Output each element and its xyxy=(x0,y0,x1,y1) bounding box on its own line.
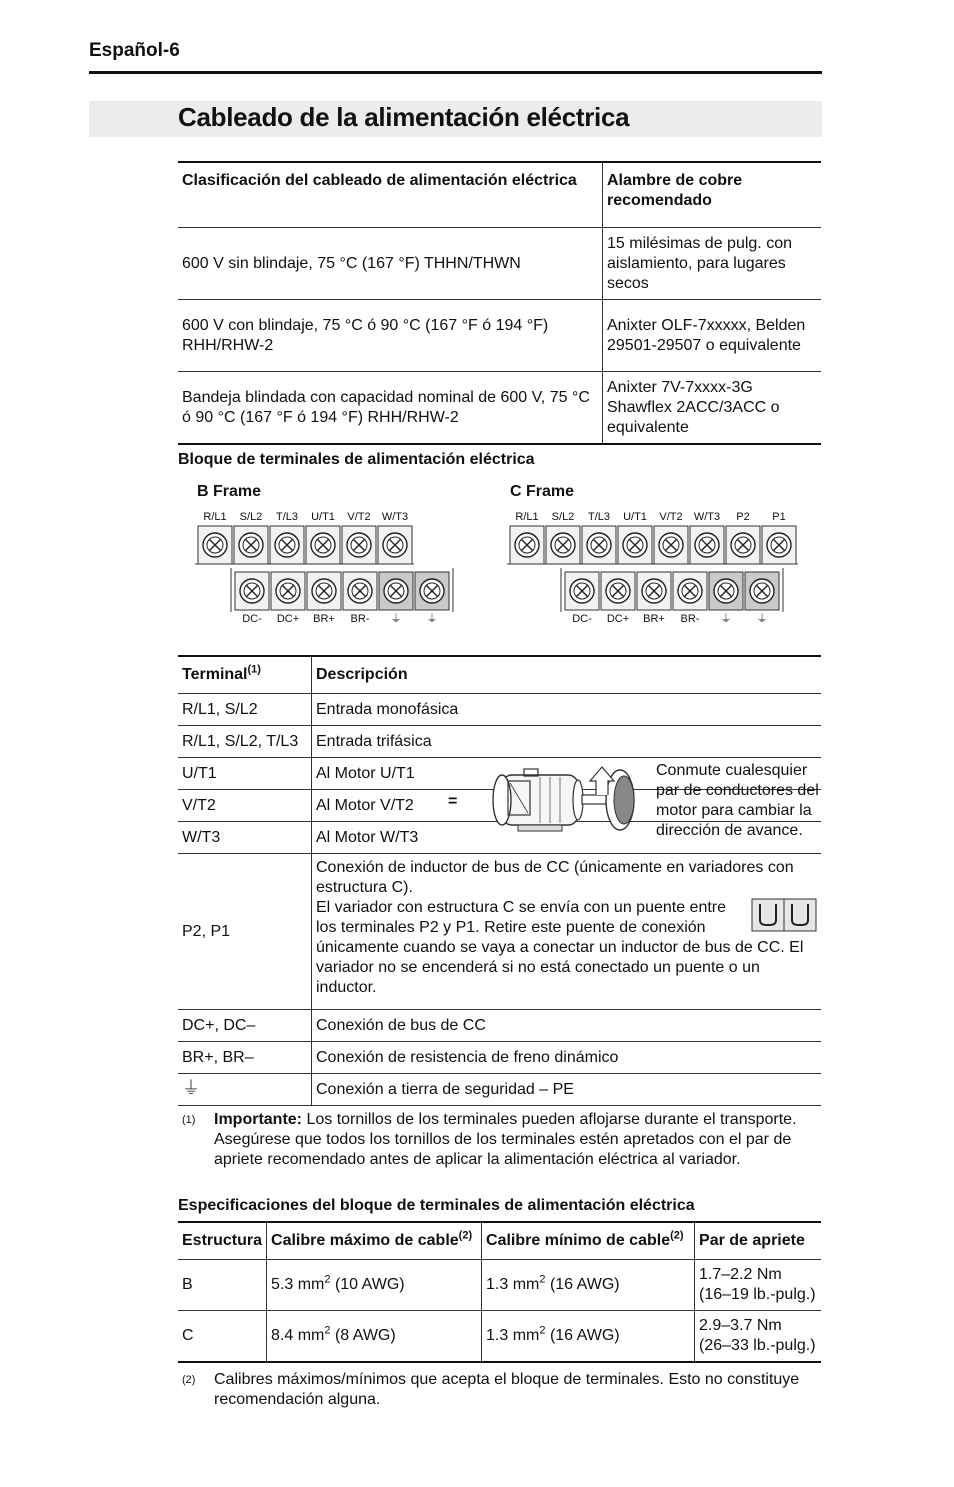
table-row xyxy=(178,1260,821,1311)
table-cell: Al Motor W/T3 xyxy=(316,828,419,846)
terminal-screw xyxy=(198,526,232,564)
terminal-label: V/T2 xyxy=(347,511,371,523)
terminal-screw xyxy=(654,526,688,564)
table-cell: Entrada monofásica xyxy=(316,700,459,718)
motor-direction-note: Conmute cualesquier par de conductores del motor para cambiar la dirección de avance. xyxy=(656,762,819,839)
table-cell: 1.3 $mm^2$ (16 AWG) xyxy=(482,1260,695,1311)
footnote-mark: (2) xyxy=(182,1374,196,1386)
terminal-label: S/L2 xyxy=(239,511,263,523)
c-frame-terminal-diagram xyxy=(505,506,815,630)
terminal-screw xyxy=(270,526,304,564)
page-header: Español-6 xyxy=(89,40,180,61)
footnote-1 xyxy=(178,1110,821,1174)
terminal-screw xyxy=(601,572,635,610)
terminal-label: BR+ xyxy=(313,613,335,625)
spec-table-caption: Especificaciones del bloque de terminales de alimentación eléctrica xyxy=(178,1197,695,1214)
b-frame-label: B Frame xyxy=(197,483,262,500)
table-cell xyxy=(178,1074,312,1106)
terminal-screw xyxy=(582,526,616,564)
terminal-label: P2 xyxy=(736,511,750,523)
terminal-label: ⏚ xyxy=(390,613,402,625)
terminal-label: S/L2 xyxy=(551,511,575,523)
table-header-row xyxy=(178,162,821,228)
column-header: Par de apriete xyxy=(699,1232,805,1249)
terminal-label: DC+ xyxy=(276,613,300,625)
footnote-ref: (2) xyxy=(670,1229,684,1242)
table-cell: Anixter OLF-7xxxxx, Belden 29501-29507 o equivalente xyxy=(607,316,806,354)
terminal-label: BR- xyxy=(680,613,700,625)
table-cell: BR+, BR– xyxy=(178,1042,312,1074)
footnote-important-label: Importante: xyxy=(214,1111,302,1128)
table-header-row xyxy=(178,1222,821,1260)
terminal-label: T/L3 xyxy=(275,511,299,523)
table-cell: Bandeja blindada con capacidad nominal de 600 V, 75 °C ó 90 °C (167 °F ó 194 °F) RHH/RHW-2 xyxy=(178,372,603,445)
table-cell: C xyxy=(178,1311,267,1363)
terminal-label: ⏚ xyxy=(720,613,732,625)
table-row xyxy=(178,1042,821,1074)
terminal-label: ⏚ xyxy=(756,613,768,625)
table-cell: W/T3 xyxy=(178,822,312,854)
footnote-ref: (1) xyxy=(247,663,261,676)
terminal-label: T/L3 xyxy=(587,511,611,523)
table-row xyxy=(178,372,821,445)
terminal-label: DC+ xyxy=(606,613,630,625)
table-cell: 5.3 $mm^2$ (10 AWG) xyxy=(267,1260,482,1311)
jumper-icon xyxy=(751,898,817,932)
column-header: Clasificación del cableado de alimentación eléctrica xyxy=(178,162,603,228)
column-header: Calibre máximo de cable$^{(2)}$ xyxy=(267,1222,482,1260)
column-header: Alambre de cobre recomendado xyxy=(607,172,743,209)
terminal-screw xyxy=(762,526,796,564)
table-cell: Conexión de bus de CC xyxy=(316,1016,486,1034)
c-frame-label: C Frame xyxy=(510,483,575,500)
table-cell: 1.3 $mm^2$ (16 AWG) xyxy=(482,1311,695,1363)
terminal-label: V/T2 xyxy=(659,511,683,523)
column-header: Calibre mínimo de cable$^{(2)}$ xyxy=(482,1222,695,1260)
table-row xyxy=(178,1311,821,1363)
terminal-screw xyxy=(307,572,341,610)
terminal-screw xyxy=(234,526,268,564)
table-cell: B xyxy=(178,1260,267,1311)
terminal-block-caption: Bloque de terminales de alimentación eléctrica xyxy=(178,451,535,468)
terminal-label: ⏚ xyxy=(426,613,438,625)
footnote-ref: (2) xyxy=(458,1229,473,1242)
table-row xyxy=(178,726,821,758)
terminal-screw xyxy=(565,572,599,610)
terminal-screw xyxy=(726,526,760,564)
terminal-label: R/L1 xyxy=(203,511,227,523)
terminal-screw xyxy=(415,572,449,610)
terminal-screw xyxy=(546,526,580,564)
equals-sign: = xyxy=(448,793,458,810)
terminal-label: W/T3 xyxy=(381,511,409,523)
table-cell: Conexión a tierra de seguridad – PE xyxy=(316,1080,574,1098)
table-header-row xyxy=(178,656,821,694)
table-cell: DC+, DC– xyxy=(178,1010,312,1042)
terminal-label: W/T3 xyxy=(693,511,721,523)
table-cell: 8.4 $mm^2$ (8 AWG) xyxy=(267,1311,482,1363)
table-cell: Al Motor U/T1 xyxy=(316,764,415,782)
terminal-screw xyxy=(510,526,544,564)
table-cell: 600 V sin blindaje, 75 °C (167 °F) THHN/THWN xyxy=(178,228,603,300)
footnote-2 xyxy=(178,1370,821,1414)
table-row xyxy=(178,228,821,300)
terminal-screw xyxy=(271,572,305,610)
table-cell: R/L1, S/L2 xyxy=(178,694,312,726)
terminal-screw xyxy=(235,572,269,610)
terminal-screw xyxy=(343,572,377,610)
table-cell: 15 milésimas de pulg. con aislamiento, para lugares secos xyxy=(607,234,792,292)
terminal-screw xyxy=(673,572,707,610)
wiring-table xyxy=(178,161,821,445)
table-cell: 600 V con blindaje, 75 °C ó 90 °C (167 °F ó 194 °F) RHH/RHW-2 xyxy=(178,300,603,372)
terminal-screw xyxy=(637,572,671,610)
table-cell: R/L1, S/L2, T/L3 xyxy=(178,726,312,758)
header-rule xyxy=(89,71,822,74)
terminal-label: DC- xyxy=(242,613,262,625)
table-cell: Conexión de resistencia de freno dinámico xyxy=(316,1048,619,1066)
table-cell: Al Motor V/T2 xyxy=(316,796,414,814)
terminal-table xyxy=(178,655,821,1106)
b-frame-terminal-diagram xyxy=(190,506,470,630)
p2p1-description-2: El variador con estructura C se envía con un puente entre los terminales P2 y P1. Retire este puente de conexión únicamente cuando se vaya a conectar un inductor de bus de CC. El variador no se encenderá si no está conectado un puente o un inductor. xyxy=(316,899,804,996)
terminal-screw xyxy=(709,572,743,610)
table-row xyxy=(178,300,821,372)
column-header: Terminal$^{(1)}$ xyxy=(178,656,312,694)
terminal-label: P1 xyxy=(772,511,786,523)
ground-icon: ⏚ xyxy=(182,1078,200,1099)
column-header: Estructura xyxy=(178,1222,267,1260)
spec-table xyxy=(178,1221,821,1363)
table-cell: P2, P1 xyxy=(178,854,312,1010)
terminal-screw xyxy=(618,526,652,564)
terminal-label: DC- xyxy=(572,613,592,625)
terminal-screw xyxy=(379,572,413,610)
motor-icon xyxy=(488,765,646,837)
terminal-label: R/L1 xyxy=(515,511,539,523)
table-cell: 1.7–2.2 Nm (16–19 lb.-pulg.) xyxy=(699,1266,816,1303)
table-row xyxy=(178,694,821,726)
terminal-label: BR- xyxy=(350,613,370,625)
table-cell: 2.9–3.7 Nm (26–33 lb.-pulg.) xyxy=(699,1317,816,1354)
terminal-screw xyxy=(342,526,376,564)
footnote-text: Los tornillos de los terminales pueden aflojarse durante el transporte. Asegúrese que todos los tornillos de los terminales estén apretados con el par de apriete recomendado antes de aplicar la alimentación eléctrica al variador. xyxy=(214,1111,797,1168)
table-cell: Entrada trifásica xyxy=(316,732,432,750)
section-title: Cableado de la alimentación eléctrica xyxy=(178,102,630,132)
footnote-text: Calibres máximos/mínimos que acepta el bloque de terminales. Esto no constituye recomendación alguna. xyxy=(214,1371,800,1408)
terminal-screw xyxy=(690,526,724,564)
table-cell: Anixter 7V-7xxxx-3G Shawflex 2ACC/3ACC o equivalente xyxy=(607,378,780,436)
terminal-label: U/T1 xyxy=(311,511,335,523)
table-cell: V/T2 xyxy=(178,790,312,822)
table-row xyxy=(178,1074,821,1106)
terminal-label: U/T1 xyxy=(623,511,647,523)
p2p1-description-1: Conexión de inductor de bus de CC (únicamente en variadores con estructura C). xyxy=(316,859,794,896)
table-row xyxy=(178,1010,821,1042)
terminal-label: BR+ xyxy=(643,613,665,625)
table-row xyxy=(178,854,821,1010)
footnote-mark: (1) xyxy=(182,1114,196,1126)
table-cell: U/T1 xyxy=(178,758,312,790)
column-header: Descripción xyxy=(316,666,408,683)
terminal-screw xyxy=(378,526,412,564)
terminal-screw xyxy=(306,526,340,564)
table-cell xyxy=(312,854,822,1010)
terminal-screw xyxy=(745,572,779,610)
